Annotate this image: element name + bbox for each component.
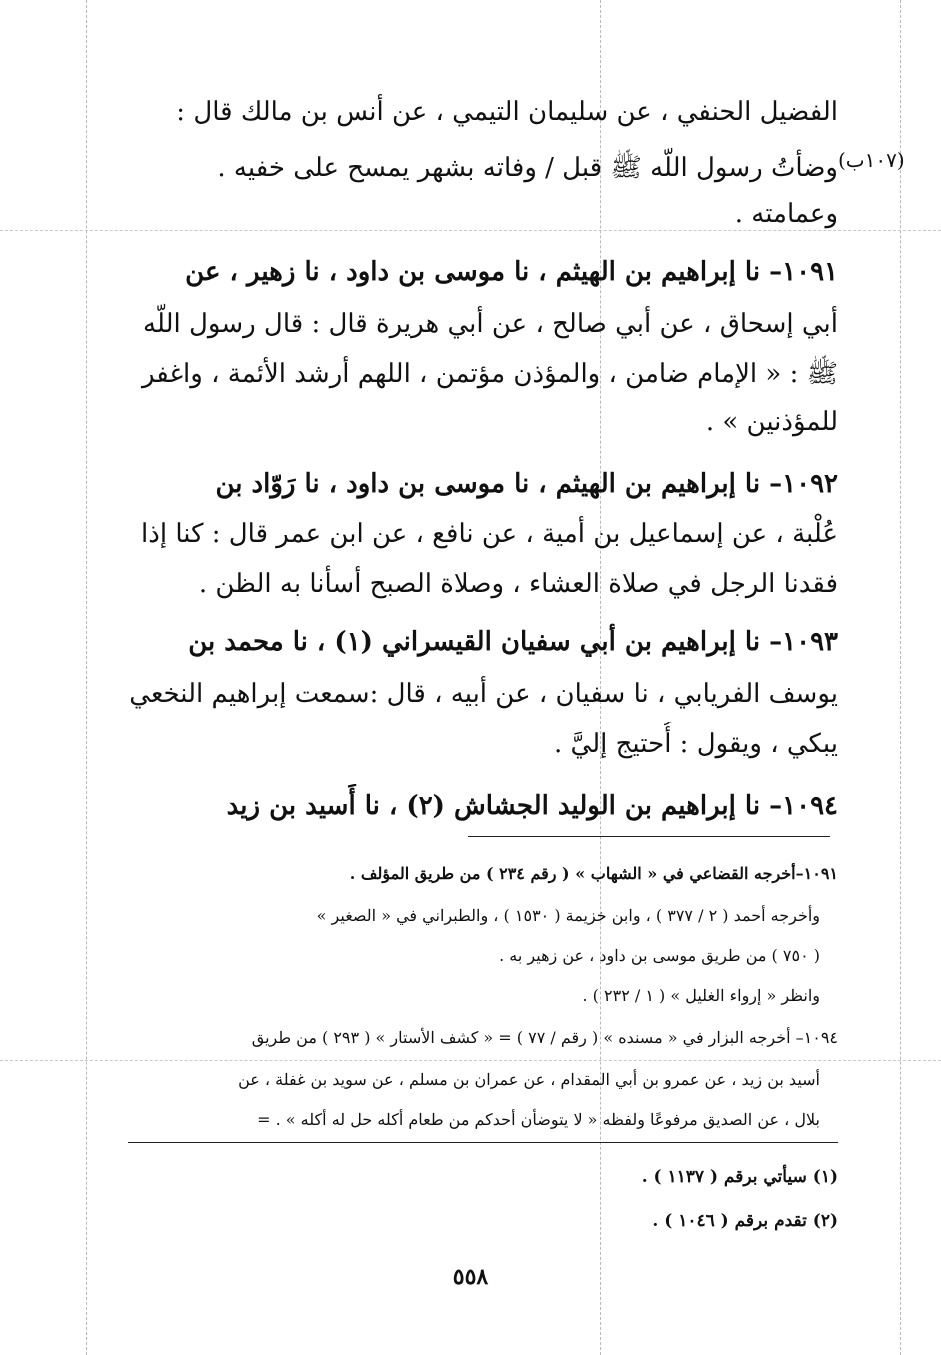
footnote-line: وانظر « إرواء الغليل » ( ١ / ٢٣٢ ) . (582, 986, 820, 1005)
notes-separator (128, 1142, 838, 1143)
hadith-1094-line: ١٠٩٤– نا إبراهيم بن الوليد الجشاش (٢) ، نا أَسيد بن زيد (226, 791, 838, 821)
scan-guide-line (900, 0, 901, 1355)
text-line: وضأتُ رسول اللّه ﷺ قبل / وفاته بشهر يمسح على خفيه . (217, 153, 838, 183)
text-line: ﷺ : « الإمام ضامن ، والمؤذن مؤتمن ، اللهم أرشد الأئمة ، واغفر (141, 359, 838, 389)
hadith-1092-line: ١٠٩٢– نا إبراهيم بن الهيثم ، نا موسى بن داود ، نا رَوّاد بن (215, 469, 838, 499)
text-line: وعمامته . (734, 199, 838, 229)
hadith-1091-line: ١٠٩١– نا إبراهيم بن الهيثم ، نا موسى بن داود ، نا زهير ، عن (185, 257, 838, 287)
text-line: أبي إسحاق ، عن أبي صالح ، عن أبي هريرة قال : قال رسول اللّه (143, 309, 838, 339)
main-text (118, 0, 838, 1355)
text-line: يوسف الفريابي ، نا سفيان ، عن أبيه ، قال :سمعت إبراهيم النخعي (129, 679, 838, 709)
footnote-line: أسيد بن زيد ، عن عمرو بن أبي المقدام ، عن عمران بن مسلم ، عن سويد بن غفلة ، عن (238, 1070, 820, 1089)
note-line: (٢) تقدم برقم ( ١٠٤٦ ) . (652, 1211, 838, 1231)
margin-folio-note: (١٠٧ب) (838, 148, 905, 172)
text-line: يبكي ، ويقول : أُحتيج إليَّ . (554, 729, 838, 759)
hadith-1093-line: ١٠٩٣– نا إبراهيم بن أبي سفيان القيسراني (١) ، نا محمد بن (188, 627, 838, 657)
footnote-line: وأخرجه أحمد ( ٢ / ٣٧٧ ) ، وابن خزيمة ( ١٥٣٠ ) ، والطبراني في « الصغير » (316, 906, 820, 925)
footnote-line: بلال ، عن الصديق مرفوعًا ولفظه « لا يتوضأن أحدكم من طعام أكله حل له أكله » . = (257, 1110, 820, 1129)
footnote-line: ١٠٩٤– أخرجه البزار في « مسنده » ( رقم / ٧٧ ) = « كشف الأستار » ( ٢٩٣ ) من طريق (251, 1028, 838, 1047)
text-line: فقدنا الرجل في صلاة العشاء ، وصلاة الصبح أسأنا به الظن . (198, 569, 838, 599)
footnote-line: ١٠٩١–أخرجه القضاعي في « الشهاب » ( رقم ٢٣٤ ) من طريق المؤلف . (349, 864, 838, 883)
footnote-line: ( ٧٥٠ ) من طريق موسى بن داود ، عن زهير به . (499, 946, 820, 965)
text-line: للمؤذنين » . (705, 407, 838, 437)
text-line: عُلْبة ، عن إسماعيل بن أمية ، عن نافع ، عن ابن عمر قال : كنا إذا (141, 519, 838, 549)
note-line: (١) سيأتي برقم ( ١١٣٧ ) . (641, 1167, 838, 1187)
footnote-separator (468, 836, 830, 837)
scan-guide-line (86, 0, 87, 1355)
page-number: ٥٥٨ (452, 1264, 489, 1290)
text-line: الفضيل الحنفي ، عن سليمان التيمي ، عن أنس بن مالك قال : (176, 97, 838, 127)
